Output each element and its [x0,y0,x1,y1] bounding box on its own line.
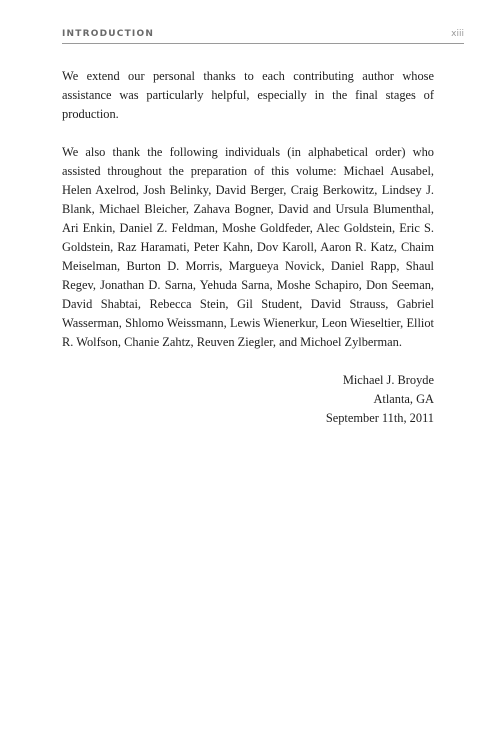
signature-name: Michael J. Broyde [342,373,434,387]
signature-block [62,371,434,428]
signature-location: Atlanta, GA [373,392,434,406]
acknowledgment-paragraph-individuals: We also thank the following individuals (in alphabetical order) who assisted throughout the preparation of this volume: Michael Ausabel, Helen Axelrod, Josh Belinky, David Berger, Craig Berkowitz, Lindsey J. Blank, Michael Bleicher, Zahava Bogner, David and Ursula Blumenthal, Ari Enkin, Daniel Z. Feldman, Moshe Goldfeder, Alec Goldstein, Eric S. Goldstein, Raz Haramati, Peter Kahn, Dov Karoll, Aaron R. Katz, Chaim Meiselman, Burton D. Morris, Margueya Novick, Daniel Rapp, Shaul Regev, Jonathan D. Sarna, Yehuda Sarna, Moshe Schapiro, Don Seeman, David Shabtai, Rebecca Stein, Gil Student, David Strauss, Gabriel Wasserman, Shlomo Weissmann, Lewis Wienerkur, Leon Wieseltier, Elliot R. Wolfson, Chanie Zahtz, Reuven Ziegler, and Michoel Zylberman. [62,145,434,349]
page-body [62,67,434,428]
page-number: xiii [451,29,464,39]
acknowledgment-paragraph-authors: We extend our personal thanks to each contributing author whose assistance was particularly helpful, especially in the final stages of production. [62,69,434,121]
signature-date: September 11th, 2011 [325,411,434,425]
running-header [62,28,464,44]
section-title: INTRODUCTION [62,29,155,39]
